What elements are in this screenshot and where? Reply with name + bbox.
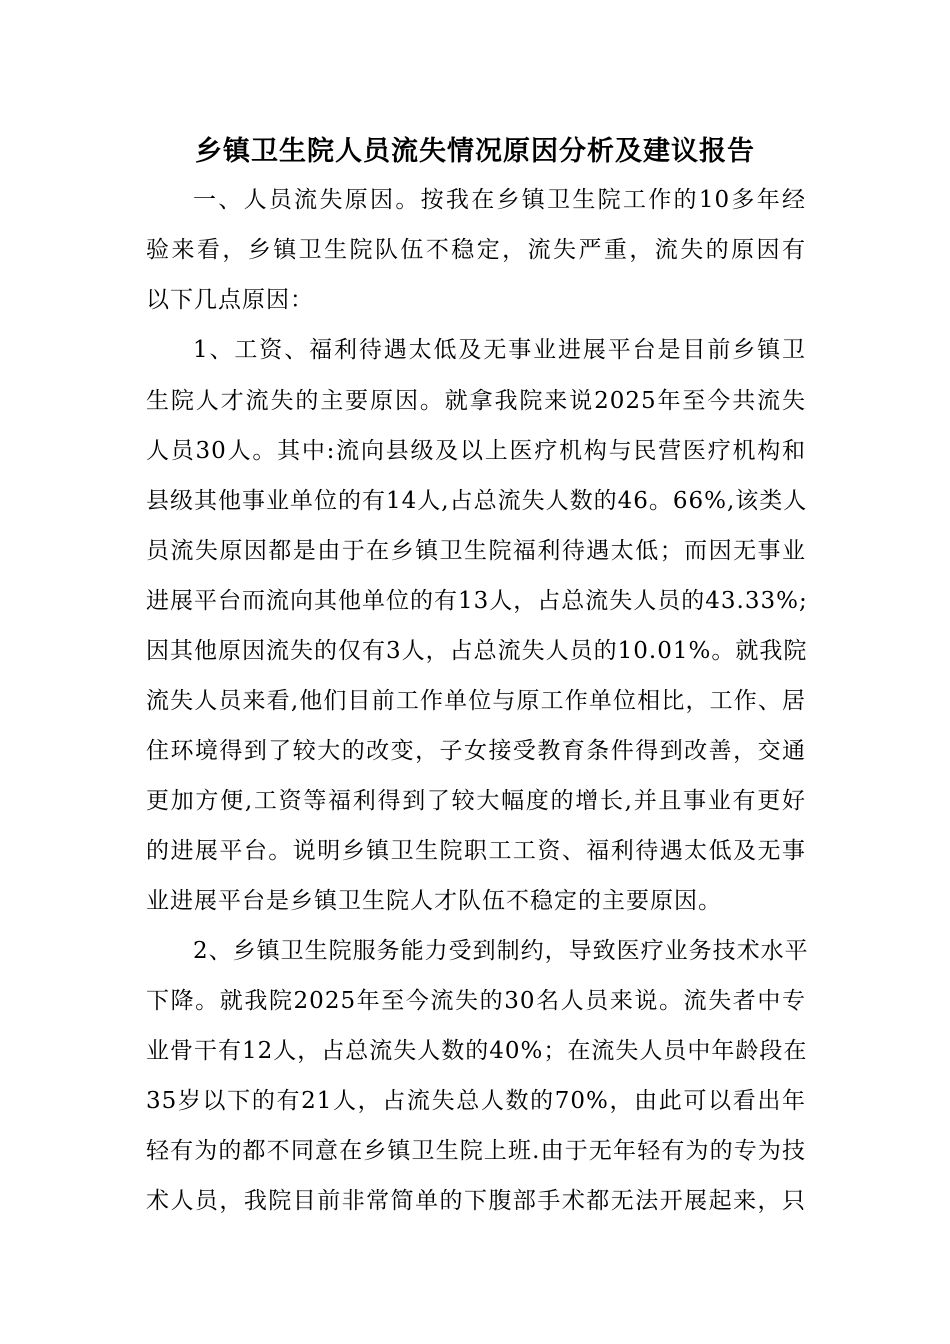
paragraph-line: 术人员，我院目前非常简单的下腹部手术都无法开展起来，只 xyxy=(146,1188,806,1214)
paragraph-line: 住环境得到了较大的改变，子女接受教育条件得到改善，交通 xyxy=(146,738,806,764)
paragraph-line: 业骨干有12人，占总流失人数的40%；在流失人员中年龄段在 xyxy=(146,1038,808,1064)
paragraph-line: 业进展平台是乡镇卫生院人才队伍不稳定的主要原因。 xyxy=(146,888,722,914)
document-title: 乡镇卫生院人员流失情况原因分析及建议报告 xyxy=(195,136,755,167)
paragraph-line: 2、乡镇卫生院服务能力受到制约，导致医疗业务技术水平 xyxy=(193,938,809,964)
paragraph-line: 员流失原因都是由于在乡镇卫生院福利待遇太低；而因无事业 xyxy=(146,538,806,564)
paragraph-line: 验来看，乡镇卫生院队伍不稳定，流失严重，流失的原因有 xyxy=(146,237,806,263)
paragraph-line: 县级其他事业单位的有14人,占总流失人数的46。66%,该类人 xyxy=(146,488,808,514)
paragraph-line: 人员30人。其中:流向县级及以上医疗机构与民营医疗机构和 xyxy=(146,438,806,464)
paragraph-line: 流失人员来看,他们目前工作单位与原工作单位相比，工作、居 xyxy=(146,688,806,714)
paragraph-line: 以下几点原因： xyxy=(146,287,314,313)
paragraph-line: 35岁以下的有21人，占流失总人数的70%，由此可以看出年 xyxy=(146,1088,806,1114)
paragraph-line: 因其他原因流失的仅有3人，占总流失人员的10.01%。就我院 xyxy=(146,638,808,664)
paragraph-line: 轻有为的都不同意在乡镇卫生院上班.由于无年轻有为的专为技 xyxy=(146,1138,806,1164)
paragraph-line: 更加方便,工资等福利得到了较大幅度的增长,并且事业有更好 xyxy=(146,788,806,814)
paragraph-line: 的进展平台。说明乡镇卫生院职工工资、福利待遇太低及无事 xyxy=(146,838,806,864)
paragraph-line: 1、工资、福利待遇太低及无事业进展平台是目前乡镇卫 xyxy=(193,337,806,363)
paragraph-line: 生院人才流失的主要原因。就拿我院来说2025年至今共流失 xyxy=(146,388,806,414)
paragraph-line: 下降。就我院2025年至今流失的30名人员来说。流失者中专 xyxy=(146,988,806,1014)
paragraph-line: 一、人员流失原因。按我在乡镇卫生院工作的10多年经 xyxy=(193,187,806,213)
paragraph-line: 进展平台而流向其他单位的有13人，占总流失人员的43.33%; xyxy=(146,588,808,614)
